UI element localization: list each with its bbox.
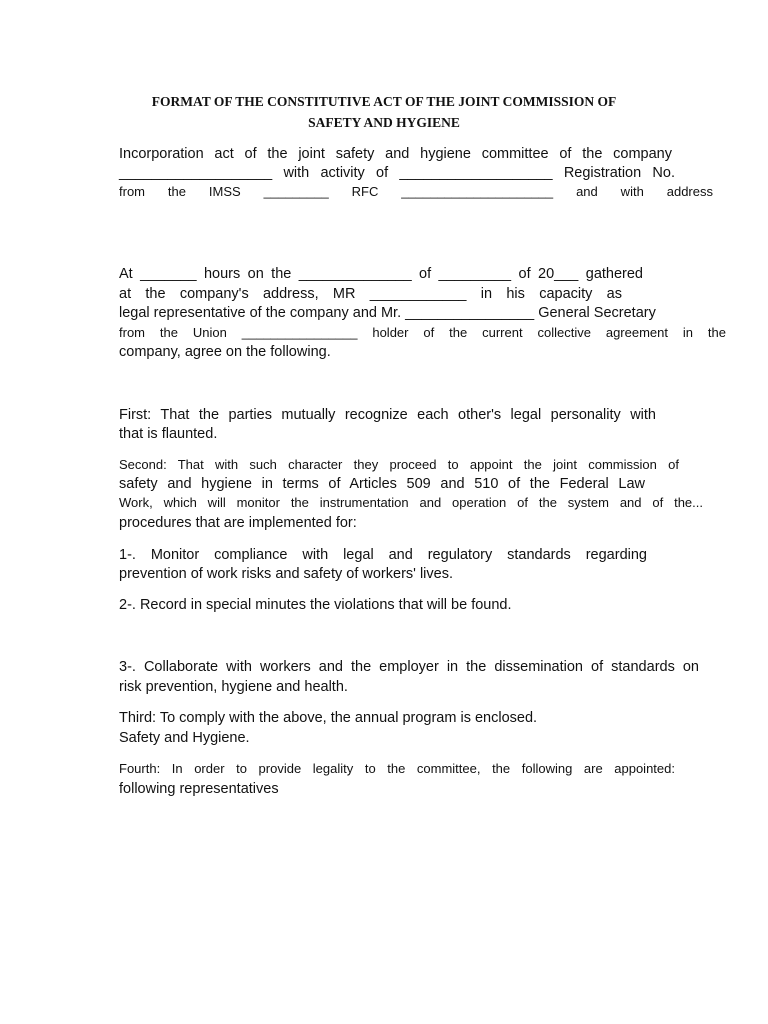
incorporation-paragraph-line-3: from the IMSS _________ RFC _____________________ and with address bbox=[119, 184, 713, 199]
item-2-line-1: 2-. Record in special minutes the violations that will be found. bbox=[119, 597, 512, 613]
third-clause-line-1: Third: To comply with the above, the annual program is enclosed. bbox=[119, 710, 538, 726]
document-title-line-2: SAFETY AND HYGIENE bbox=[308, 115, 460, 130]
second-clause-line-4: procedures that are implemented for: bbox=[119, 515, 357, 531]
incorporation-paragraph-line-2: ___________________ with activity of ___________________ Registration No. bbox=[119, 165, 675, 181]
third-clause-line-2: Safety and Hygiene. bbox=[119, 730, 250, 746]
second-clause-line-3: Work, which will monitor the instrumentation and operation of the system and of the... bbox=[119, 495, 703, 510]
item-3-line-2: risk prevention, hygiene and health. bbox=[119, 679, 348, 695]
item-1-line-2: prevention of work risks and safety of workers' lives. bbox=[119, 566, 453, 582]
first-clause-line-1: First: That the parties mutually recognize each other's legal personality with bbox=[119, 407, 656, 423]
meeting-paragraph-line-2: at the company's address, MR ____________ in his capacity as bbox=[119, 286, 622, 302]
item-1-line-1: 1-. Monitor compliance with legal and regulatory standards regarding bbox=[119, 547, 647, 563]
meeting-paragraph-line-1: At _______ hours on the ______________ of _________ of 20___ gathered bbox=[119, 266, 643, 282]
incorporation-paragraph-line-1: Incorporation act of the joint safety and hygiene committee of the company bbox=[119, 146, 672, 162]
meeting-paragraph-line-5: company, agree on the following. bbox=[119, 344, 331, 360]
second-clause-line-2: safety and hygiene in terms of Articles 509 and 510 of the Federal Law bbox=[119, 476, 645, 492]
first-clause-line-2: that is flaunted. bbox=[119, 426, 218, 442]
item-3-line-1: 3-. Collaborate with workers and the employer in the dissemination of standards on bbox=[119, 659, 699, 675]
fourth-clause-line-1: Fourth: In order to provide legality to the committee, the following are appointed: bbox=[119, 761, 675, 776]
meeting-paragraph-line-3: legal representative of the company and Mr. ________________ General Secretary bbox=[119, 305, 656, 321]
document-title-line-1: FORMAT OF THE CONSTITUTIVE ACT OF THE JOINT COMMISSION OF bbox=[151, 94, 617, 109]
meeting-paragraph-line-4: from the Union ________________ holder of the current collective agreement in the bbox=[119, 325, 726, 340]
fourth-clause-line-2: following representatives bbox=[119, 781, 279, 797]
second-clause-line-1: Second: That with such character they proceed to appoint the joint commission of bbox=[119, 457, 679, 472]
